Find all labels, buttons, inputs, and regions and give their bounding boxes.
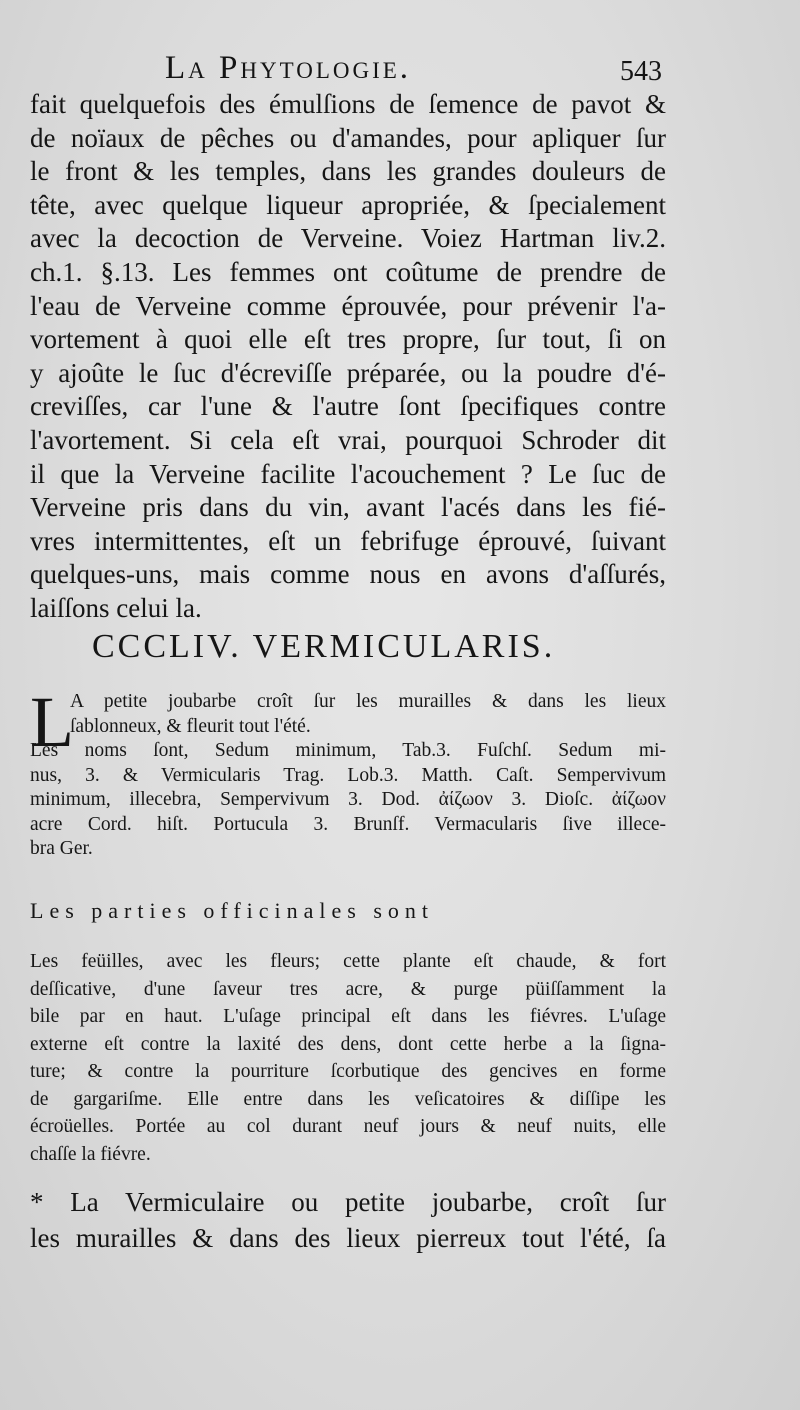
text-line: l'eau de Verveine comme éprouvée, pour prévenir l'a-	[30, 290, 666, 321]
text-line: vortement à quoi elle eſt tres propre, ſur tout, ſi on	[30, 324, 666, 355]
officinal-parts-paragraph	[30, 948, 666, 1168]
text-line: Verveine pris dans du vin, avant l'acés dans les fié-	[30, 492, 666, 523]
text-line: il que la Verveine facilite l'acouchement ? Le ſuc de	[30, 458, 666, 489]
text-line: laiſſons celui la.	[30, 592, 202, 623]
text-line: chaſſe la fiévre.	[30, 1143, 151, 1165]
text-line: y ajoûte le ſuc d'écreviſſe préparée, ou la poudre d'é-	[30, 357, 666, 388]
text-line: deſſicative, d'une ſaveur tres acre, & purge püiſſamment la	[30, 978, 666, 1000]
section-heading: CCCLIV. VERMICULARIS.	[92, 628, 556, 665]
page-number: 543	[620, 56, 662, 87]
text-line: l'avortement. Si cela eſt vrai, pourquoi Schroder dit	[30, 424, 666, 455]
text-line: bile par en haut. L'uſage principal eſt dans les fiévres. L'uſage	[30, 1006, 666, 1027]
starred-note	[30, 1184, 666, 1256]
text-line: minimum, illecebra, Sempervivum 3. Dod. ἀίζωον 3. Dioſc. ἀίζωον	[30, 789, 666, 810]
text-line: externe eſt contre la laxité des dens, dont cette herbe a la ſigna-	[30, 1033, 666, 1055]
text-line: Les feüilles, avec les fleurs; cette plante eſt chaude, & fort	[30, 951, 666, 972]
text-line: * La Vermiculaire ou petite joubarbe, croît ſur	[30, 1187, 666, 1217]
text-line: le front & les temples, dans les grandes douleurs de	[30, 156, 666, 187]
text-line: avec la decoction de Verveine. Voiez Hartman liv.2.	[30, 223, 666, 254]
text-line: quelques-uns, mais comme nous en avons d'aſſurés,	[30, 559, 666, 590]
text-line: acre Cord. hiſt. Portucula 3. Brunſf. Vermacularis ſive illece-	[30, 813, 666, 835]
text-line: creviſſes, car l'une & l'autre ſont ſpecifiques contre	[30, 391, 666, 422]
text-line: de gargariſme. Elle entre dans les veſicatoires & diſſipe les	[30, 1088, 666, 1110]
text-line: les murailles & dans des lieux pierreux tout l'été, ſa	[30, 1223, 666, 1253]
text-line: nus, 3. & Vermicularis Trag. Lob.3. Matth. Caſt. Sempervivum	[30, 764, 666, 786]
text-line: tête, avec quelque liqueur apropriée, & ſpecialement	[30, 189, 666, 220]
section-intro	[30, 690, 666, 862]
text-line: écroüelles. Portée au col durant neuf jours & neuf nuits, elle	[30, 1116, 666, 1137]
text-line: fait quelquefois des émulſions de ſemence de pavot &	[30, 89, 666, 119]
text-line: ch.1. §.13. Les femmes ont coûtume de prendre de	[30, 256, 666, 287]
running-title: La Phytologie.	[165, 50, 412, 86]
continued-paragraph	[30, 88, 666, 626]
text-line: ſablonneux, & fleurit tout l'été.	[70, 715, 311, 737]
drop-cap: L	[30, 682, 74, 762]
text-line: Les noms ſont, Sedum minimum, Tab.3. Fuſchſ. Sedum mi-	[30, 740, 666, 761]
text-line: de noïaux de pêches ou d'amandes, pour apliquer ſur	[30, 122, 666, 153]
text-line: ture; & contre la pourriture ſcorbutique des gencives en forme	[30, 1061, 666, 1082]
text-line: bra Ger.	[30, 838, 93, 859]
officinal-parts-heading: Les parties officinales sont	[30, 898, 435, 923]
text-line: vres intermittentes, eſt un febrifuge éprouvé, ſuivant	[30, 525, 666, 556]
text-line: A petite joubarbe croît ſur les murailles & dans les lieux	[70, 691, 666, 712]
